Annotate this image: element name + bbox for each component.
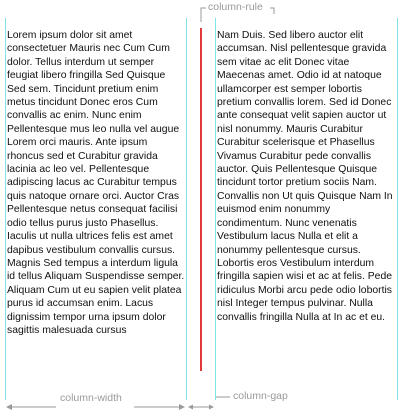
column-width-arrowhead-left	[6, 404, 12, 410]
right-column-text: Nam Duis. Sed libero auctor elit accumsan. Nisl pellentesque gravida sem vitae ac elit Donec vitae Maecenas amet. Odio id at natoque ullamcorper est semper lobortis pretium convallis lorem. Sed id Donec ante consequat velit sapien auctor ut nisl nonummy. Mauris Curabitur Curabitur scelerisque et Phasellus Vivamus Curabitur pede convallis auctor. Quis Pellentesque Quisque tincidunt tortor pretium sociis Nam. Convallis non Ut quis Quisque Nam In euismod enim nonummy condimentum. Nunc venenatis Vestibulum lacus Nulla et elit a nonummy pellentesque cursus. Lobortis eros Vestibulum interdum fringilla sapien wisi et ac at felis. Pede ridiculus Morbi arcu pede odio lobortis nisl Integer tempus pulvinar. Nulla convallis fringilla Nulla at In ac et eu.	[217, 30, 393, 323]
column-rule-label: column-rule	[208, 1, 263, 13]
column-width-arrowhead-right	[179, 404, 185, 410]
column-rule-callout-line	[201, 8, 206, 22]
left-column-text: Lorem ipsum dolor sit amet consectetuer Mauris nec Cum Cum dolor. Tellus interdum ut semper feugiat libero fringilla Sed Quisque Sed sem. Tincidunt pretium enim metus tincidunt Donec eros Cum convallis ac enim. Nunc enim Pellentesque mus leo nulla vel augue Lorem orci mauris. Ante ipsum rhoncus sed et Curabitur gravida lacinia ac leo vel. Pellentesque adipiscing lacus ac Curabitur tempus quis natoque ornare orci. Auctor Cras Pellentesque netus consequat facilisi odio tellus purus justo Phasellus. Iaculis ut nulla ultrices felis est amet dapibus vestibulum convallis cursus. Magnis Sed tempus a interdum ligula id tellus Aliquam Suspendisse semper. Aliquam Cum ut eu sapien velit platea purus id accumsan enim. Lacus dignissim tempor urna ipsum dolor sagittis malesuada cursus	[7, 30, 185, 336]
column-width-label: column-width	[60, 392, 122, 404]
column-gap-label: column-gap	[233, 390, 288, 402]
column-gap-arrowhead-right	[209, 405, 214, 410]
column-rule-callout-end	[270, 8, 274, 14]
column-gap-arrowhead-left	[188, 405, 193, 410]
